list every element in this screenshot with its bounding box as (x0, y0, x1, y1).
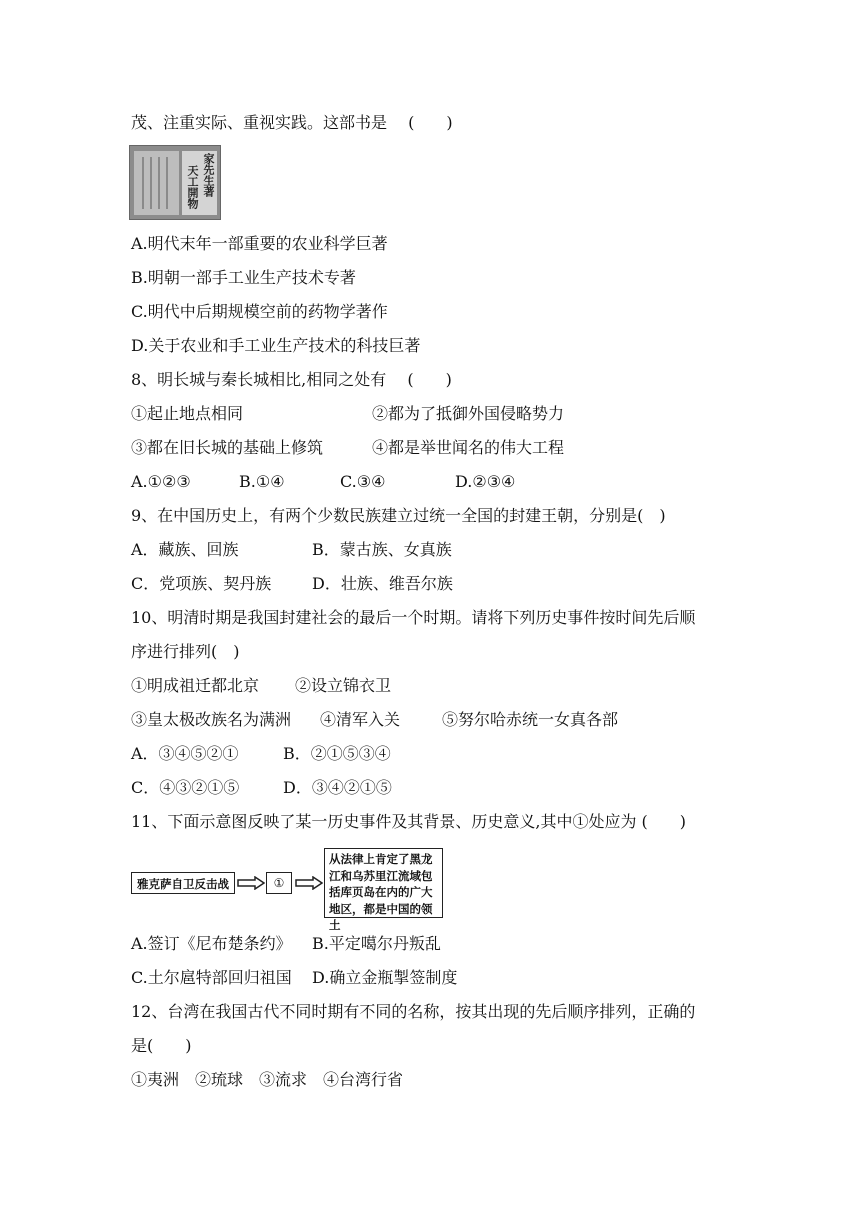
q11-option-c: C.土尔扈特部回归祖国 (131, 968, 292, 987)
q10-item-1: ①明成祖迁都北京 (131, 676, 260, 695)
q10-option-c: C．④③②①⑤ (131, 778, 240, 797)
q8-option-a: A.①②③ (131, 472, 191, 491)
q7-option-c: C.明代中后期规模空前的药物学著作 (131, 302, 388, 321)
q8-option-d: D.②③④ (455, 472, 516, 491)
q11-option-b: B.平定噶尔丹叛乱 (312, 934, 441, 953)
cover-title-col2: 天工開物 (186, 165, 199, 209)
q7-option-d: D.关于农业和手工业生产技术的科技巨著 (131, 336, 421, 355)
q8-item-2: ②都为了抵御外国侵略势力 (372, 404, 565, 423)
q8-item-3: ③都在旧长城的基础上修筑 (131, 438, 324, 457)
q11-option-a: A.签订《尼布楚条约》 (131, 934, 292, 953)
q9-option-c: C．党项族、契丹族 (131, 574, 272, 593)
q10-stem-line1: 10、明清时期是我国封建社会的最后一个时期。请将下列历史事件按时间先后顺 (131, 608, 696, 627)
q11-option-d: D.确立金瓶掣签制度 (312, 968, 458, 987)
double-arrow-icon (295, 876, 323, 890)
q10-item-2: ②设立锦衣卫 (295, 676, 392, 695)
q7-option-a: A.明代末年一部重要的农业科学巨著 (131, 234, 388, 253)
q12-stem-line1: 12、台湾在我国古代不同时期有不同的名称，按其出现的先后顺序排列，正确的 (131, 1002, 696, 1021)
q11-flow-diagram (131, 848, 441, 932)
q8-option-c: C.③④ (340, 472, 386, 491)
q12-items: ①夷洲 ②琉球 ③流求 ④台湾行省 (131, 1070, 404, 1089)
q10-item-3: ③皇太极改族名为满洲 (131, 710, 292, 729)
q7-stem-tail: 茂、注重实际、重视实践。这部书是 ( ) (131, 113, 453, 132)
cover-title-col1: 家先生著 (202, 153, 215, 197)
cover-right-page (182, 151, 217, 215)
diagram-box-blank: ① (266, 872, 292, 894)
q11-stem: 11、下面示意图反映了某一历史事件及其背景、历史意义,其中①处应为 ( ) (131, 812, 687, 831)
q10-option-b: B．②①⑤③④ (283, 744, 391, 763)
q8-item-4: ④都是举世闻名的伟大工程 (372, 438, 565, 457)
cover-left-page (134, 151, 179, 215)
tiangong-kaiwu-cover-image (129, 145, 221, 220)
q12-stem-line2: 是( ) (131, 1036, 192, 1055)
q8-stem: 8、明长城与秦长城相比,相同之处有 ( ) (131, 370, 452, 389)
q7-option-b: B.明朝一部手工业生产技术专著 (131, 268, 356, 287)
q9-stem: 9、在中国历史上，有两个少数民族建立过统一全国的封建王朝，分别是( ) (131, 506, 666, 525)
q9-option-b: B．蒙古族、女真族 (312, 540, 452, 559)
q8-option-b: B.①④ (239, 472, 285, 491)
q10-option-d: D．③④②①⑤ (283, 778, 392, 797)
diagram-box-background: 雅克萨自卫反击战 (131, 872, 235, 894)
q10-option-a: A．③④⑤②① (131, 744, 239, 763)
q8-item-1: ①起止地点相同 (131, 404, 244, 423)
q10-item-4: ④清军入关 (320, 710, 401, 729)
q10-item-5: ⑤努尔哈赤统一女真各部 (442, 710, 619, 729)
q10-stem-line2: 序进行排列( ) (131, 642, 240, 661)
double-arrow-icon (237, 876, 265, 890)
diagram-box-significance: 从法律上肯定了黑龙江和乌苏里江流域包括库页岛在内的广大地区，都是中国的领土 (324, 848, 443, 918)
q9-option-d: D．壮族、维吾尔族 (312, 574, 453, 593)
q9-option-a: A．藏族、回族 (131, 540, 239, 559)
